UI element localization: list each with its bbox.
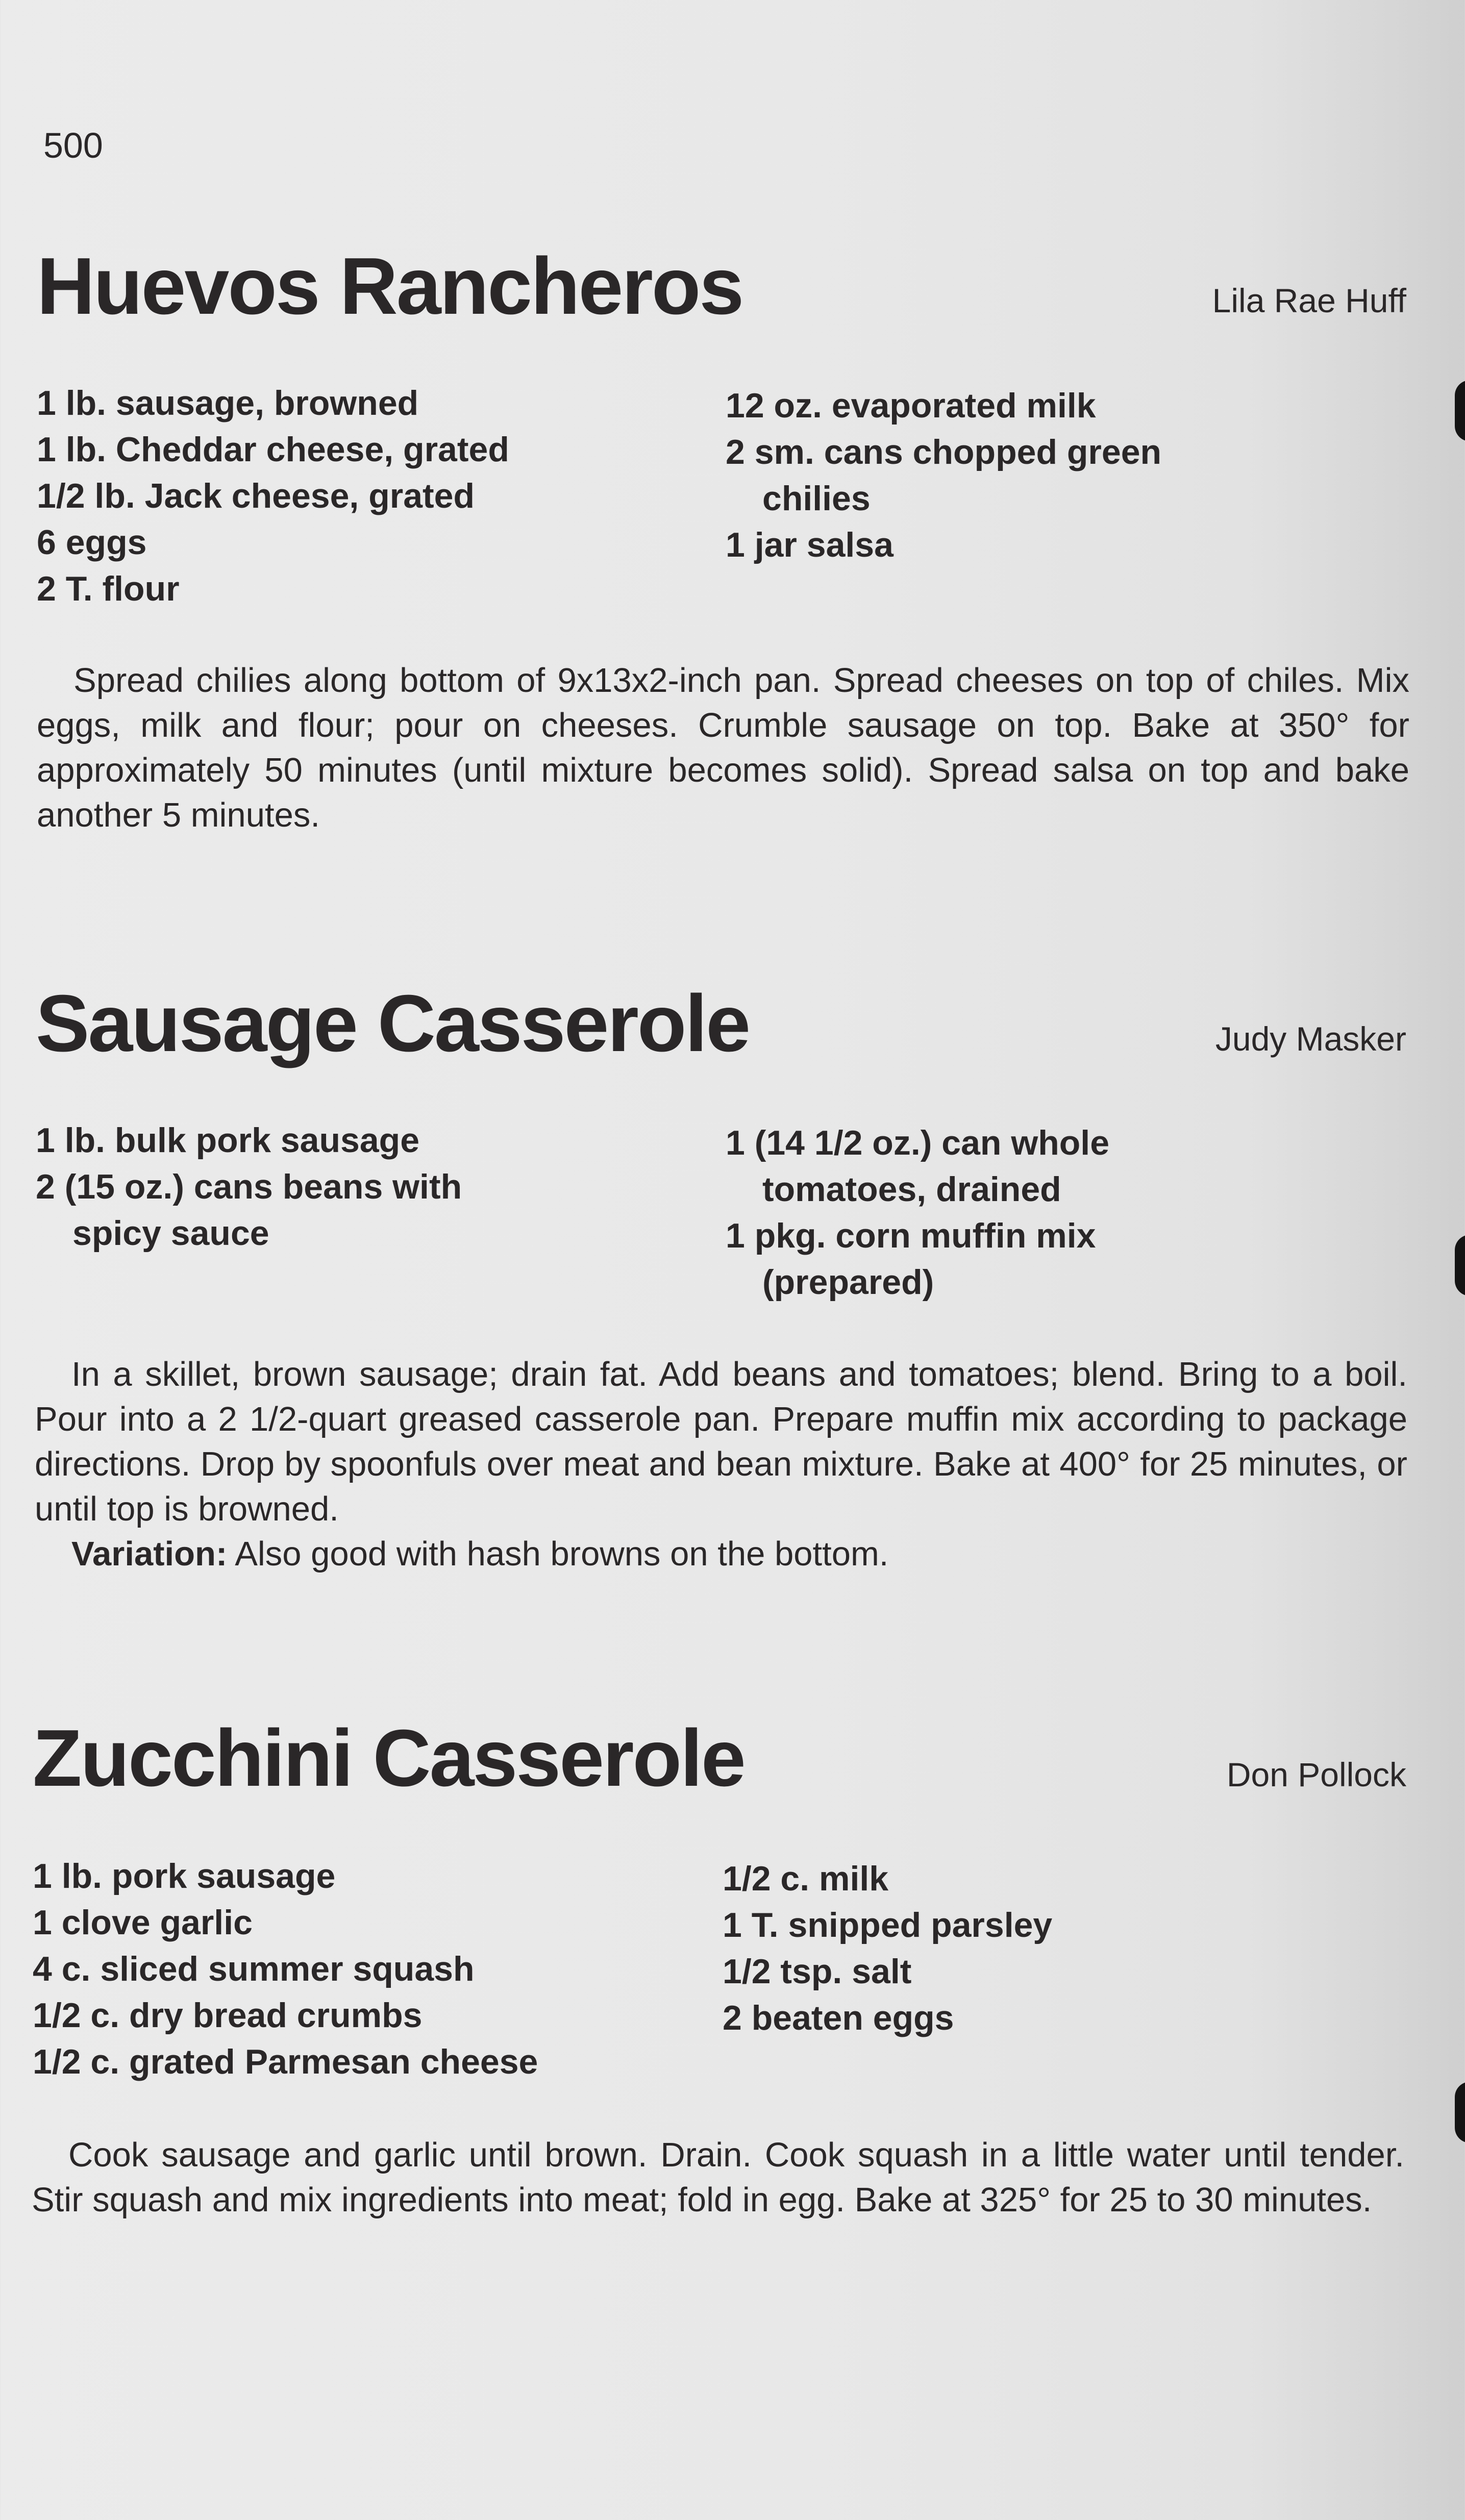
binder-hole (1455, 1235, 1465, 1296)
variation-text: Also good with hash browns on the bottom. (227, 1535, 889, 1573)
ingredient-list-right (726, 1120, 1109, 1306)
ingredient-item: 1 jar salsa (726, 526, 893, 564)
ingredient-item: 2 sm. cans chopped green (726, 433, 1162, 471)
recipe-author: Judy Masker (1215, 1020, 1406, 1058)
ingredient-item: 2 (15 oz.) cans beans with (36, 1167, 462, 1206)
recipe-directions (32, 2133, 1404, 2223)
ingredient-item: 1 clove garlic (33, 1903, 253, 1942)
ingredient-item: 2 beaten eggs (723, 1999, 954, 2037)
directions-paragraph: Spread chilies along bottom of 9x13x2-inch pan. Spread cheeses on top of chiles. Mix eggs, milk and flour; pour on cheeses. Crumble sausage on top. Bake at 350° for approximately 50 minutes (until mixture becomes solid). Spread salsa on top and bake another 5 minutes. (37, 661, 1409, 834)
ingredient-item: 1 lb. sausage, browned (37, 384, 419, 422)
recipe-title: Huevos Rancheros (37, 241, 743, 331)
ingredient-item: 4 c. sliced summer squash (33, 1950, 475, 1988)
ingredient-list-left (36, 1117, 462, 1257)
ingredient-item: 1 lb. pork sausage (33, 1857, 336, 1895)
recipe-author: Lila Rae Huff (1212, 282, 1406, 319)
binder-hole (1455, 380, 1465, 441)
ingredient-item: 2 T. flour (37, 569, 180, 608)
ingredient-list-right (726, 383, 1161, 568)
directions-paragraph: Cook sausage and garlic until brown. Drain. Cook squash in a little water until tender. Stir squash and mix ingredients into meat; fold in egg. Bake at 325° for 25 to 30 minutes. (32, 2136, 1404, 2219)
ingredient-item: 1 lb. bulk pork sausage (36, 1121, 420, 1160)
page-number: 500 (43, 126, 103, 165)
variation-paragraph (35, 1532, 1407, 1577)
recipe-title: Sausage Casserole (36, 979, 750, 1068)
binder-hole (1455, 2082, 1465, 2143)
ingredient-list-right (723, 1856, 1052, 2041)
ingredient-item: (prepared) (762, 1263, 934, 1302)
ingredient-list-left (37, 380, 509, 612)
recipe-title: Zucchini Casserole (33, 1713, 744, 1803)
ingredient-item: 1/2 c. milk (723, 1859, 889, 1898)
ingredient-item: 12 oz. evaporated milk (726, 386, 1096, 425)
ingredient-item: 1/2 lb. Jack cheese, grated (37, 477, 475, 515)
recipe-author: Don Pollock (1226, 1756, 1406, 1793)
directions-paragraph: In a skillet, brown sausage; drain fat. Add beans and tomatoes; blend. Bring to a boil. Pour into a 2 1/2-quart greased casserole pan. Prepare muffin mix according to package directions. Drop by spoonfuls over meat and bean mixture. Bake at 400° for 25 minutes, or until top is browned. (35, 1355, 1407, 1528)
ingredient-item: 1 pkg. corn muffin mix (726, 1216, 1096, 1255)
ingredient-item: 1/2 c. dry bread crumbs (33, 1996, 423, 2035)
ingredient-item: 1/2 c. grated Parmesan cheese (33, 2042, 538, 2081)
ingredient-item: chilies (762, 479, 871, 518)
recipe-directions (37, 658, 1409, 838)
ingredient-item: 6 eggs (37, 523, 147, 562)
ingredient-item: 1 T. snipped parsley (723, 1906, 1053, 1944)
ingredient-item: 1/2 tsp. salt (723, 1952, 912, 1991)
ingredient-list-left (33, 1853, 538, 2085)
ingredient-item: 1 lb. Cheddar cheese, grated (37, 430, 509, 469)
variation-label: Variation: (71, 1535, 228, 1573)
recipe-directions (35, 1352, 1407, 1577)
ingredient-item: tomatoes, drained (762, 1170, 1061, 1209)
ingredient-item: 1 (14 1/2 oz.) can whole (726, 1124, 1110, 1162)
ingredient-item: spicy sauce (72, 1214, 269, 1253)
